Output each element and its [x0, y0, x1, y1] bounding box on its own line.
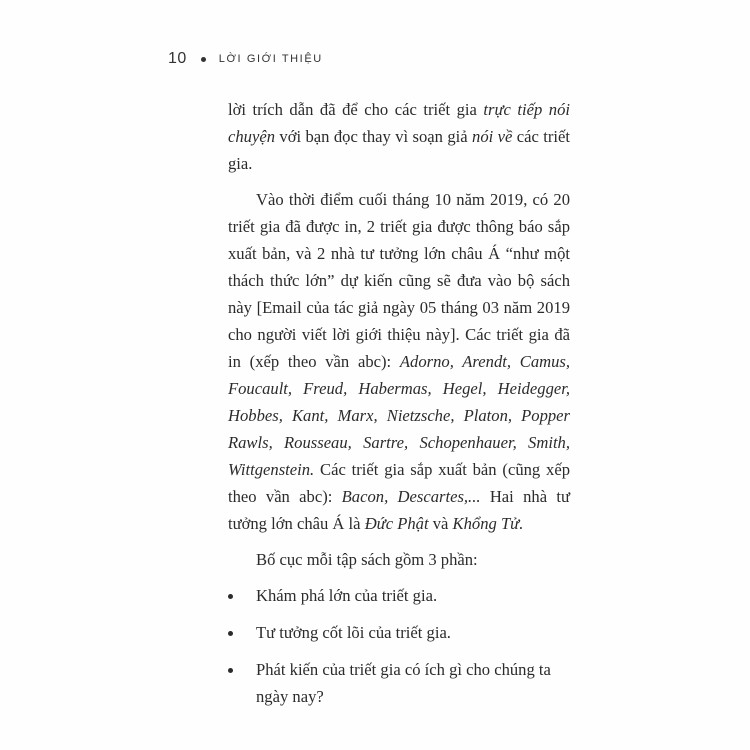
paragraph-2: Vào thời điểm cuối tháng 10 năm 2019, có 20 triết gia đã được in, 2 triết gia được thông báo sắp xuất bản, và 2 nhà tư tưởng lớn châu Á “như một thách thức lớn” dự kiến cũng sẽ đưa vào bộ sách này [Email của tác giả ngày 05 tháng 03 năm 2019 cho người viết lời giới thiệu này]. Các triết gia đã in (xếp theo vần abc): Adorno, Arendt, Camus, Foucault, Freud, Habermas, Hegel, Heidegger, Hobbes, Kant, Marx, Nietzsche, Platon, Popper Rawls, Rousseau, Sartre, Schopenhauer, Smith, Wittgenstein. Các triết gia sắp xuất bản (cũng xếp theo vần abc): Bacon, Descartes,... Hai nhà tư tưởng lớn châu Á là Đức Phật và Khổng Tử. [228, 190, 571, 533]
paragraph-1: lời trích dẫn đã để cho các triết gia trực tiếp nói chuyện với bạn đọc thay vì soạn giả nói về các triết gia. [228, 100, 570, 173]
body-text [228, 96, 570, 720]
list-item: Tư tưởng cốt lõi của triết gia. [256, 623, 451, 642]
list-item: Khám phá lớn của triết gia. [256, 586, 438, 605]
page-number: 10 [168, 50, 187, 67]
bullet-list [228, 582, 570, 710]
paragraph-3: Bố cục mỗi tập sách gồm 3 phần: [256, 550, 478, 569]
page-header [168, 50, 323, 68]
header-bullet-icon [201, 57, 206, 62]
list-item: Phát kiến của triết gia có ích gì cho chúng ta ngày nay? [256, 660, 551, 706]
running-head: LỜI GIỚI THIỆU [218, 53, 323, 65]
